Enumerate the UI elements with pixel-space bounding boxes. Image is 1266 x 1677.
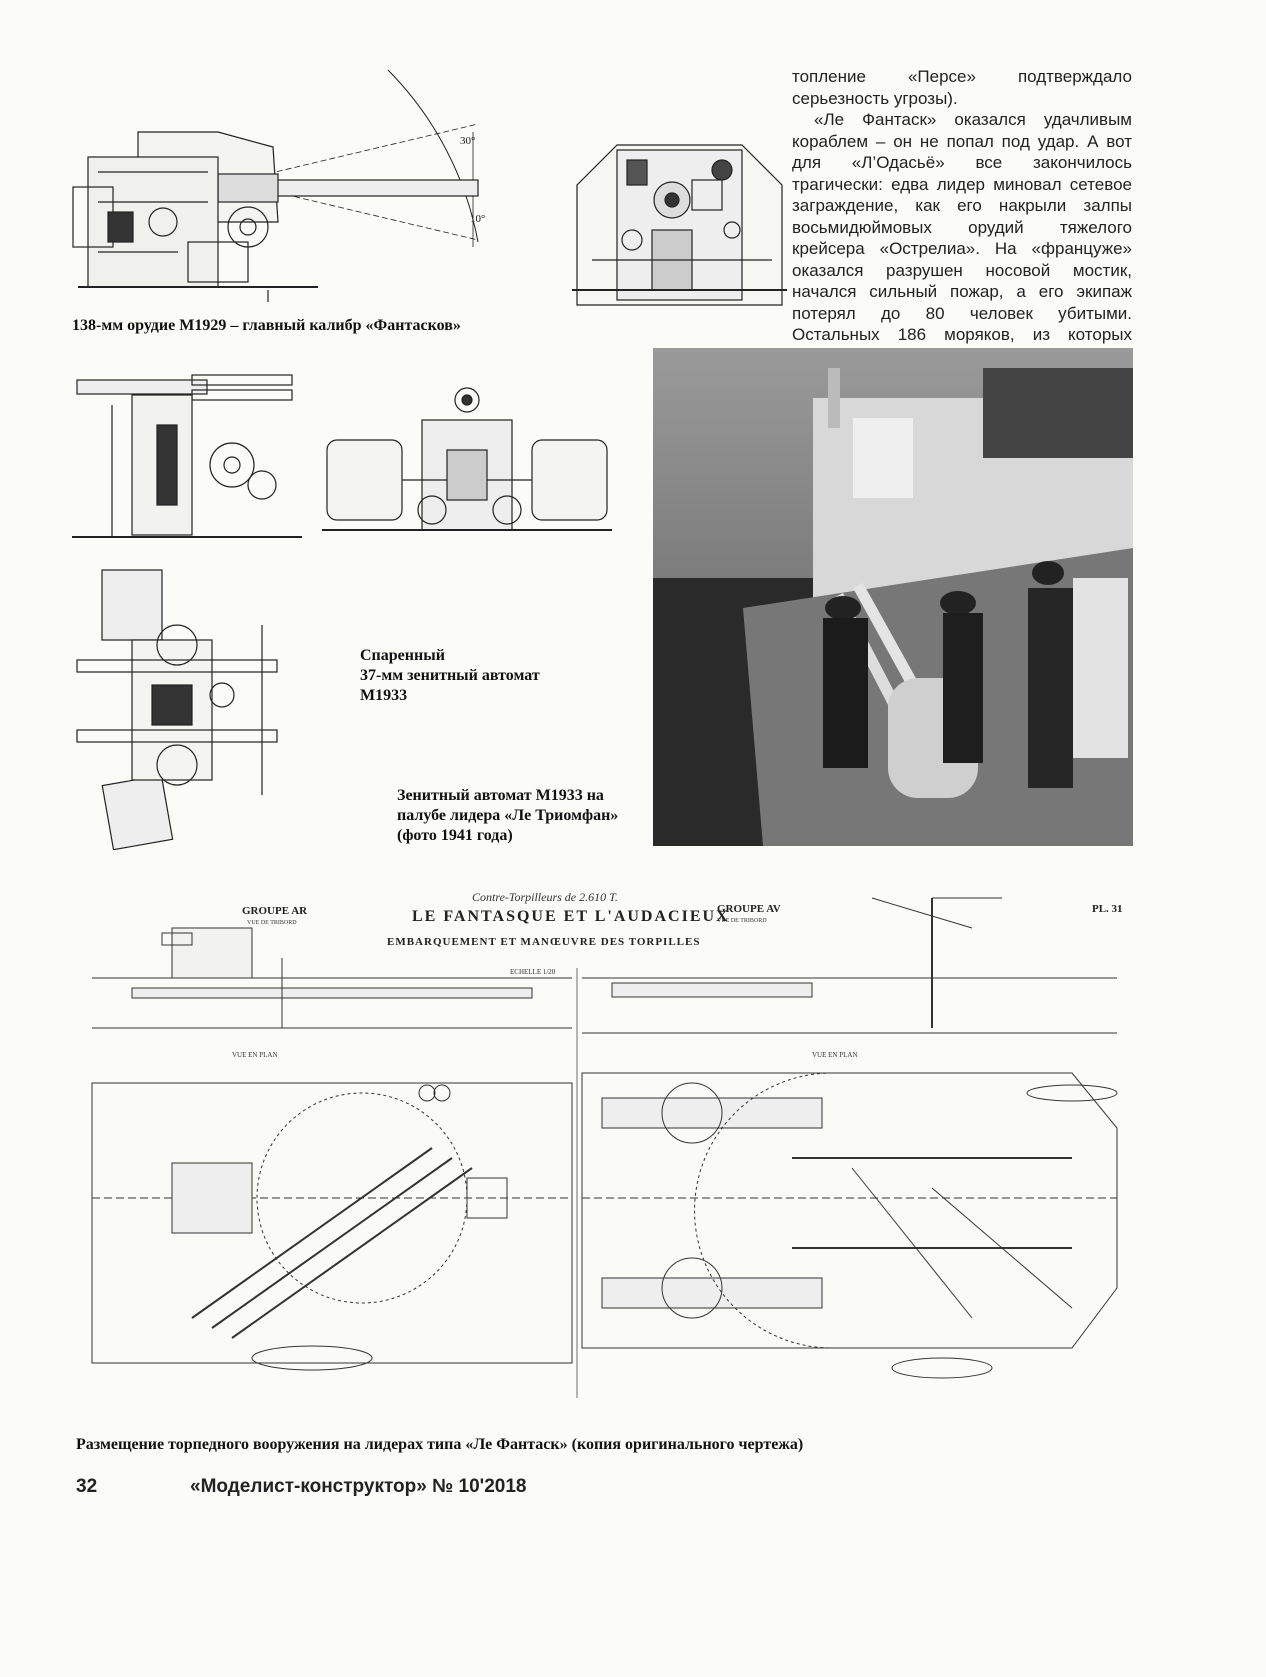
caption-photo-line-2: палубе лидера «Ле Триомфан» bbox=[397, 807, 619, 824]
caption-photo bbox=[397, 786, 657, 846]
torpedo-plan-drawing bbox=[72, 888, 1134, 1428]
caption-aa-line-2: 37-мм зенитный автомат bbox=[360, 667, 540, 684]
photo-aa-gun-le-triomphant bbox=[653, 348, 1133, 846]
gun-elevation-label-down: 10° bbox=[470, 213, 486, 225]
caption-photo-line-3: (фото 1941 года) bbox=[397, 827, 513, 844]
magazine-footer: «Моделист-конструктор» № 10'2018 bbox=[190, 1476, 527, 1497]
article-text-column bbox=[792, 66, 1132, 367]
gun-138mm-front-drawing bbox=[572, 140, 787, 310]
page-number: 32 bbox=[76, 1476, 98, 1497]
caption-aa-37mm bbox=[360, 646, 620, 706]
plan-header-small: Contre-Torpilleurs de 2.610 T. bbox=[472, 890, 618, 904]
plan-scale: ECHELLE 1/20 bbox=[510, 968, 556, 976]
caption-aa-line-3: М1933 bbox=[360, 687, 408, 704]
plan-group-left-sub: VUE DE TRIBORD bbox=[247, 920, 297, 926]
plan-group-right: GROUPE AV bbox=[717, 903, 781, 915]
gun-elevation-label-up: 30° bbox=[460, 135, 476, 147]
caption-photo-line-1: Зенитный автомат М1933 на bbox=[397, 787, 604, 804]
plan-group-left: GROUPE AR bbox=[242, 905, 308, 917]
plan-plate-number: PL. 31 bbox=[1092, 903, 1123, 915]
article-paragraph-2: «Ле Фантаск» оказался удачливым кораблем – он не попал под удар. А вот для «Л’Одасьё» все закончилось трагически: едва лидер миновал сетевое заграждение, как его накрыли залпы восьмидюймовых орудий тяжелого крейсера «Острелиа». На «француже» оказался разрушен носовой мостик, начался сильный пожар, а его экипаж потерял до 80 человек убитыми. Остальных 186 моряков, из которых bbox=[792, 110, 1132, 344]
caption-aa-line-1: Спаренный bbox=[360, 647, 445, 664]
aa-37mm-side-drawing bbox=[72, 365, 302, 545]
plan-title: LE FANTASQUE ET L'AUDACIEUX bbox=[412, 908, 730, 925]
article-paragraph-1: топление «Персе» подтверждало серьезность угрозы). bbox=[792, 67, 1132, 108]
plan-view-label-right: VUE EN PLAN bbox=[812, 1051, 858, 1059]
caption-gun-138mm: 138-мм орудие М1929 – главный калибр «Фантасков» bbox=[72, 317, 461, 334]
gun-138mm-side-drawing bbox=[68, 62, 528, 312]
plan-subtitle: EMBARQUEMENT ET MANŒUVRE DES TORPILLES bbox=[387, 936, 701, 948]
caption-torpedo-plan: Размещение торпедного вооружения на лидерах типа «Ле Фантаск» (копия оригинального чертежа) bbox=[76, 1436, 804, 1453]
aa-37mm-top-drawing bbox=[72, 565, 282, 850]
plan-view-label-left: VUE EN PLAN bbox=[232, 1051, 278, 1059]
plan-group-right-sub: VUE DE TRIBORD bbox=[717, 918, 767, 924]
aa-37mm-front-drawing bbox=[322, 380, 612, 545]
